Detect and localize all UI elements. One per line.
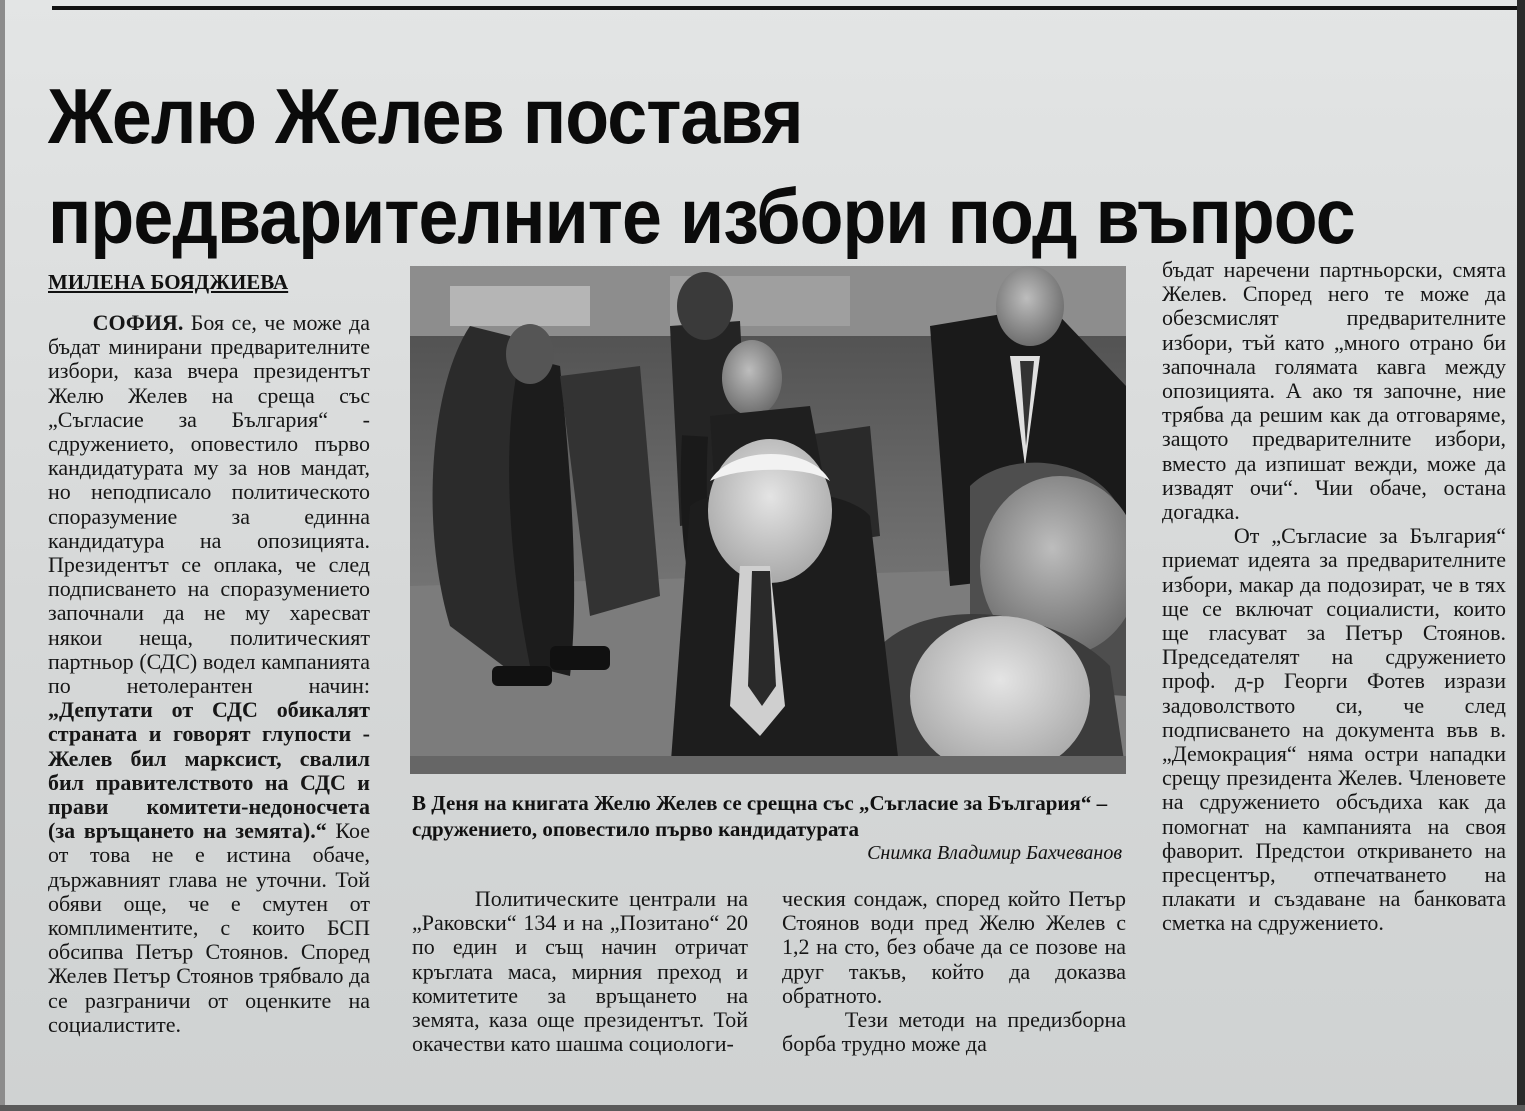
photo-image: [410, 266, 1126, 774]
photo-caption: В Деня на книгата Желю Желев се срещна със „Съгласие за България“ – сдружението, оповестило първо кандидатурата: [412, 791, 1108, 841]
page-bottom-edge: [0, 1105, 1525, 1111]
byline: МИЛЕНА БОЯДЖИЕВА: [48, 270, 289, 294]
headline-line-2: предварителните избори под въпрос: [48, 172, 1355, 260]
article-column-3: [782, 887, 1126, 1056]
column-3-text-2: Тези методи на предизборна борба трудно може да: [782, 1007, 1126, 1057]
column-4-text-2: От „Съгласие за България“ приемат идеята за предварителните избори, макар да подозират, че в тях ще се включат социалисти, които ще гласуват за Петър Стоянов. Председателят на сдружението проф. д-р Георги Фотев изрази задоволството си, че след подписването на документа във в. „Демокрация“ няма остри нападки срещу президента Желев. Членовете на сдружението обсъдиха как да помогнат на кампанията на своя фаворит. Предстои откриването на пресцентър, отпечатването на плакати и създаване на банковата сметка на сдружението.: [1162, 523, 1507, 936]
column-1-quote: „Депутати от СДС обикалят страната и говорят глупости - Желев бил марксист, свалил бил правителството на СДС и прави комитети-недоносчета (за връщането на земята).“: [48, 697, 370, 844]
article-column-4: [1162, 258, 1506, 936]
article-column-1: [48, 311, 370, 1037]
page-right-edge: [1517, 0, 1525, 1111]
page-left-edge: [0, 0, 5, 1111]
dateline: СОФИЯ.: [92, 310, 184, 335]
column-3-text: ческия сондаж, според който Петър Стоянов води пред Желю Желев с 1,2 на сто, без обаче да се позове на друг такъв, който да доказва обратното.: [782, 886, 1126, 1008]
column-1-text: Боя се, че може да бъдат минирани предварителните избори, каза вчера президентът Желю Желев на среща със „Съгласие за България“ - сдружението, оповестило първо кандидатурата му за нов мандат, но неподписало политическото споразумение за единна кандидатура на опозицията. Президентът се оплака, че след подписването на споразумението започнали да не му харесват някои неща, политическият партньор (СДС) водел кампанията по нетолерантен начин:: [48, 310, 371, 699]
column-2-text: Политическите централи на „Раковски“ 134 и на „Позитано“ 20 по един и същ начин отричат кръглата маса, мирния преход и комитетите за връщането на земята, каза още президентът. Той окачестви като шашма социологи-: [412, 886, 748, 1057]
top-rule: [52, 6, 1525, 10]
headline-line-1: Желю Желев поставя: [48, 72, 803, 160]
news-photo: [410, 266, 1126, 774]
article-headline: [48, 66, 1382, 266]
column-1-text-after: Кое от това не е истина обаче, държавният глава не уточни. Той обяви още, че е смутен от комплиментите, с които БСП обсипва Петър Стоянов. Според Желев Петър Стоянов трябвало да се разграничи от оценките на социалистите.: [48, 818, 370, 1037]
column-4-text: бъдат наречени партньорски, смята Желев. Според него те може да обезсмислят предварителните избори, тъй като „много отрано би започнала голямата кавга между опозицията. А ако тя започне, ние трябва да решим как да отговаряме, защото предварителните избори, вместо да изпишат вежди, може да извадят очи“. Чии обаче, остана догадка.: [1162, 257, 1506, 525]
photo-credit: Снимка Владимир Бахчеванов: [867, 842, 1122, 864]
article-column-2: [412, 887, 748, 1056]
